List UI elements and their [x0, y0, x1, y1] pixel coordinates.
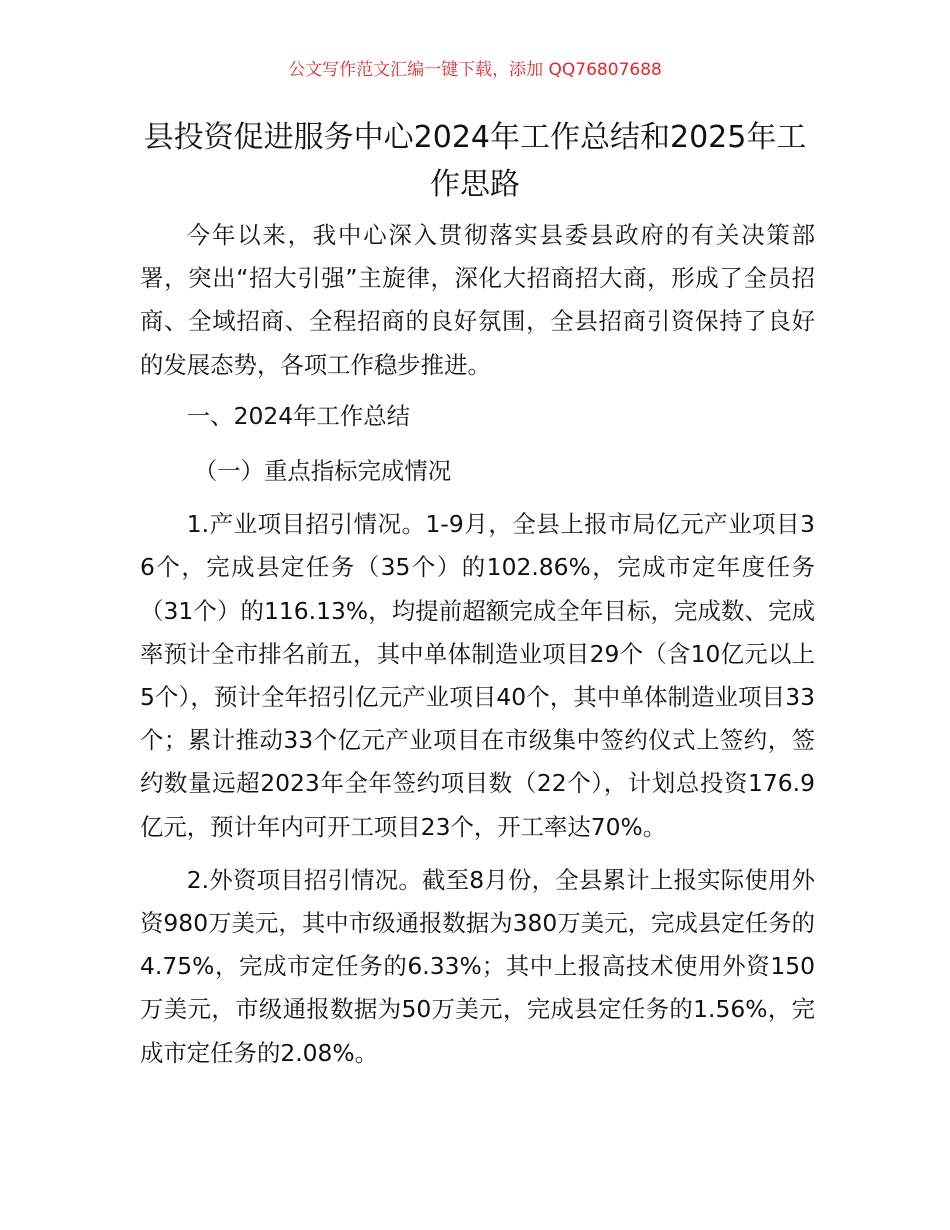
subsection-heading: （一）重点指标完成情况: [193, 457, 452, 486]
item2-paragraph: 2.外资项目招引情况。截至8月份，全县累计上报实际使用外资980万美元，其中市级通报数据为380万美元，完成县定任务的4.75%，完成市定任务的6.33%；其中上报高技术使用外资150万美元，市级通报数据为50万美元，完成县定任务的1.56%，完成市定任务的2.08%。: [140, 865, 815, 1067]
intro-paragraph: 今年以来，我中心深入贯彻落实县委县政府的有关决策部署，突出“招大引强”主旋律，深化大招商招大商，形成了全员招商、全域招商、全程招商的良好氛围，全县招商引资保持了良好的发展态势，各项工作稳步推进。: [140, 221, 815, 379]
download-banner: 公文写作范文汇编一键下载，添加 QQ76807688: [288, 60, 662, 80]
document-body: [140, 214, 815, 1075]
section-heading: 一、2024年工作总结: [186, 401, 411, 430]
item1-paragraph: 1.产业项目招引情况。1-9月，全县上报市局亿元产业项目36个，完成县定任务（35个）的102.86%，完成市定年度任务（31个）的116.13%，均提前超额完成全年目标，完成数、完成率预计全市排名前五，其中单体制造业项目29个（含10亿元以上5个），预计全年招引亿元产业项目40个，其中单体制造业项目33个；累计推动33个亿元产业项目在市级集中签约仪式上签约，签约数量远超2023年全年签约项目数（22个），计划总投资176.9亿元，预计年内可开工项目23个，开工率达70%。: [140, 510, 815, 841]
document-title: 县投资促进服务中心2024年工作总结和2025年工作思路: [143, 120, 807, 202]
